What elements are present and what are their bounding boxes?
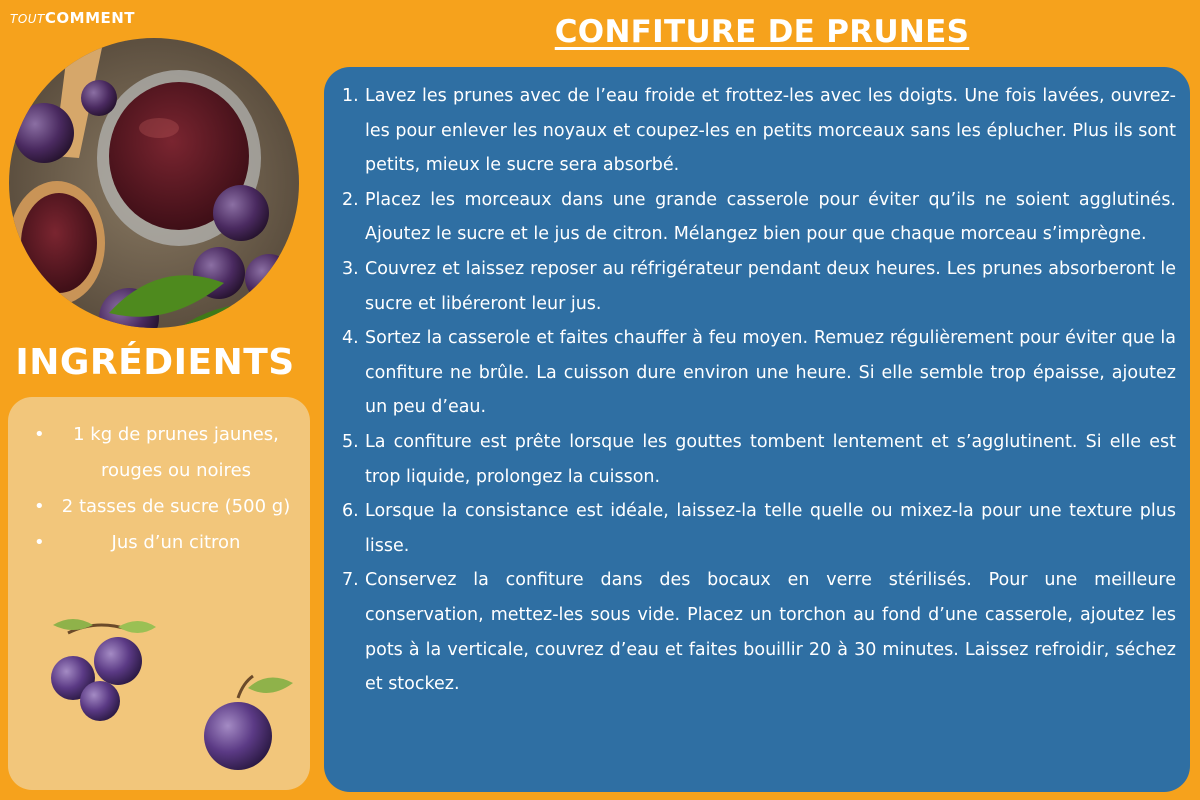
ingredient-item: • 1 kg de prunes jaunes, rouges ou noires	[18, 417, 302, 489]
jam-photo	[9, 38, 299, 328]
instruction-step: 3. Couvrez et laissez reposer au réfrigérateur pendant deux heures. Les prunes absorberont le sucre et libéreront leur jus.	[342, 258, 1176, 314]
ingredients-list	[8, 397, 310, 561]
instruction-step: 4. Sortez la casserole et faites chauffer à feu moyen. Remuez régulièrement pour éviter que la confiture ne brûle. La cuisson dure environ une heure. Si elle semble trop épaisse, ajoutez un peu d’eau.	[342, 328, 1176, 418]
bullet-icon: •	[34, 532, 45, 553]
instructions-list	[342, 79, 1176, 702]
instructions-panel	[324, 67, 1190, 792]
ingredient-item: • 2 tasses de sucre (500 g)	[18, 489, 302, 525]
ingredients-heading: INGRÉDIENTS	[15, 342, 295, 383]
instruction-step: 5. La confiture est prête lorsque les gouttes tombent lentement et s’agglutinent. Si elle est trop liquide, prolongez la cuisson.	[342, 431, 1176, 487]
bullet-icon: •	[34, 496, 45, 517]
plum-illustration	[198, 668, 298, 782]
brand-logo: TOUTCOMMENT	[10, 9, 136, 27]
bullet-icon: •	[34, 424, 45, 445]
page-title: CONFITURE DE PRUNES	[554, 14, 970, 50]
instruction-step: 1. Lavez les prunes avec de l’eau froide et frottez-les avec les doigts. Une fois lavées, ouvrez-les pour enlever les noyaux et coupez-les en petits morceaux sans les éplucher. Plus ils sont petits, mieux le sucre sera absorbé.	[342, 86, 1176, 176]
instruction-step: 7. Conservez la confiture dans des bocaux en verre stérilisés. Pour une meilleure conservation, mettez-les sous vide. Placez un torchon au fond d’une casserole, ajoutez les pots à la verticale, couvrez d’eau et faites bouillir 20 à 30 minutes. Laissez refroidir, séchez et stockez.	[342, 570, 1176, 695]
instruction-step: 2. Placez les morceaux dans une grande casserole pour éviter qu’ils ne soient agglutinés. Ajoutez le sucre et le jus de citron. Mélangez bien pour que chaque morceau s’imprègne.	[342, 189, 1176, 245]
plum-cluster-illustration	[38, 613, 158, 727]
instruction-step: 6. Lorsque la consistance est idéale, laissez-la telle quelle ou mixez-la pour une texture plus lisse.	[342, 501, 1176, 556]
ingredient-item: • Jus d’un citron	[18, 525, 302, 561]
